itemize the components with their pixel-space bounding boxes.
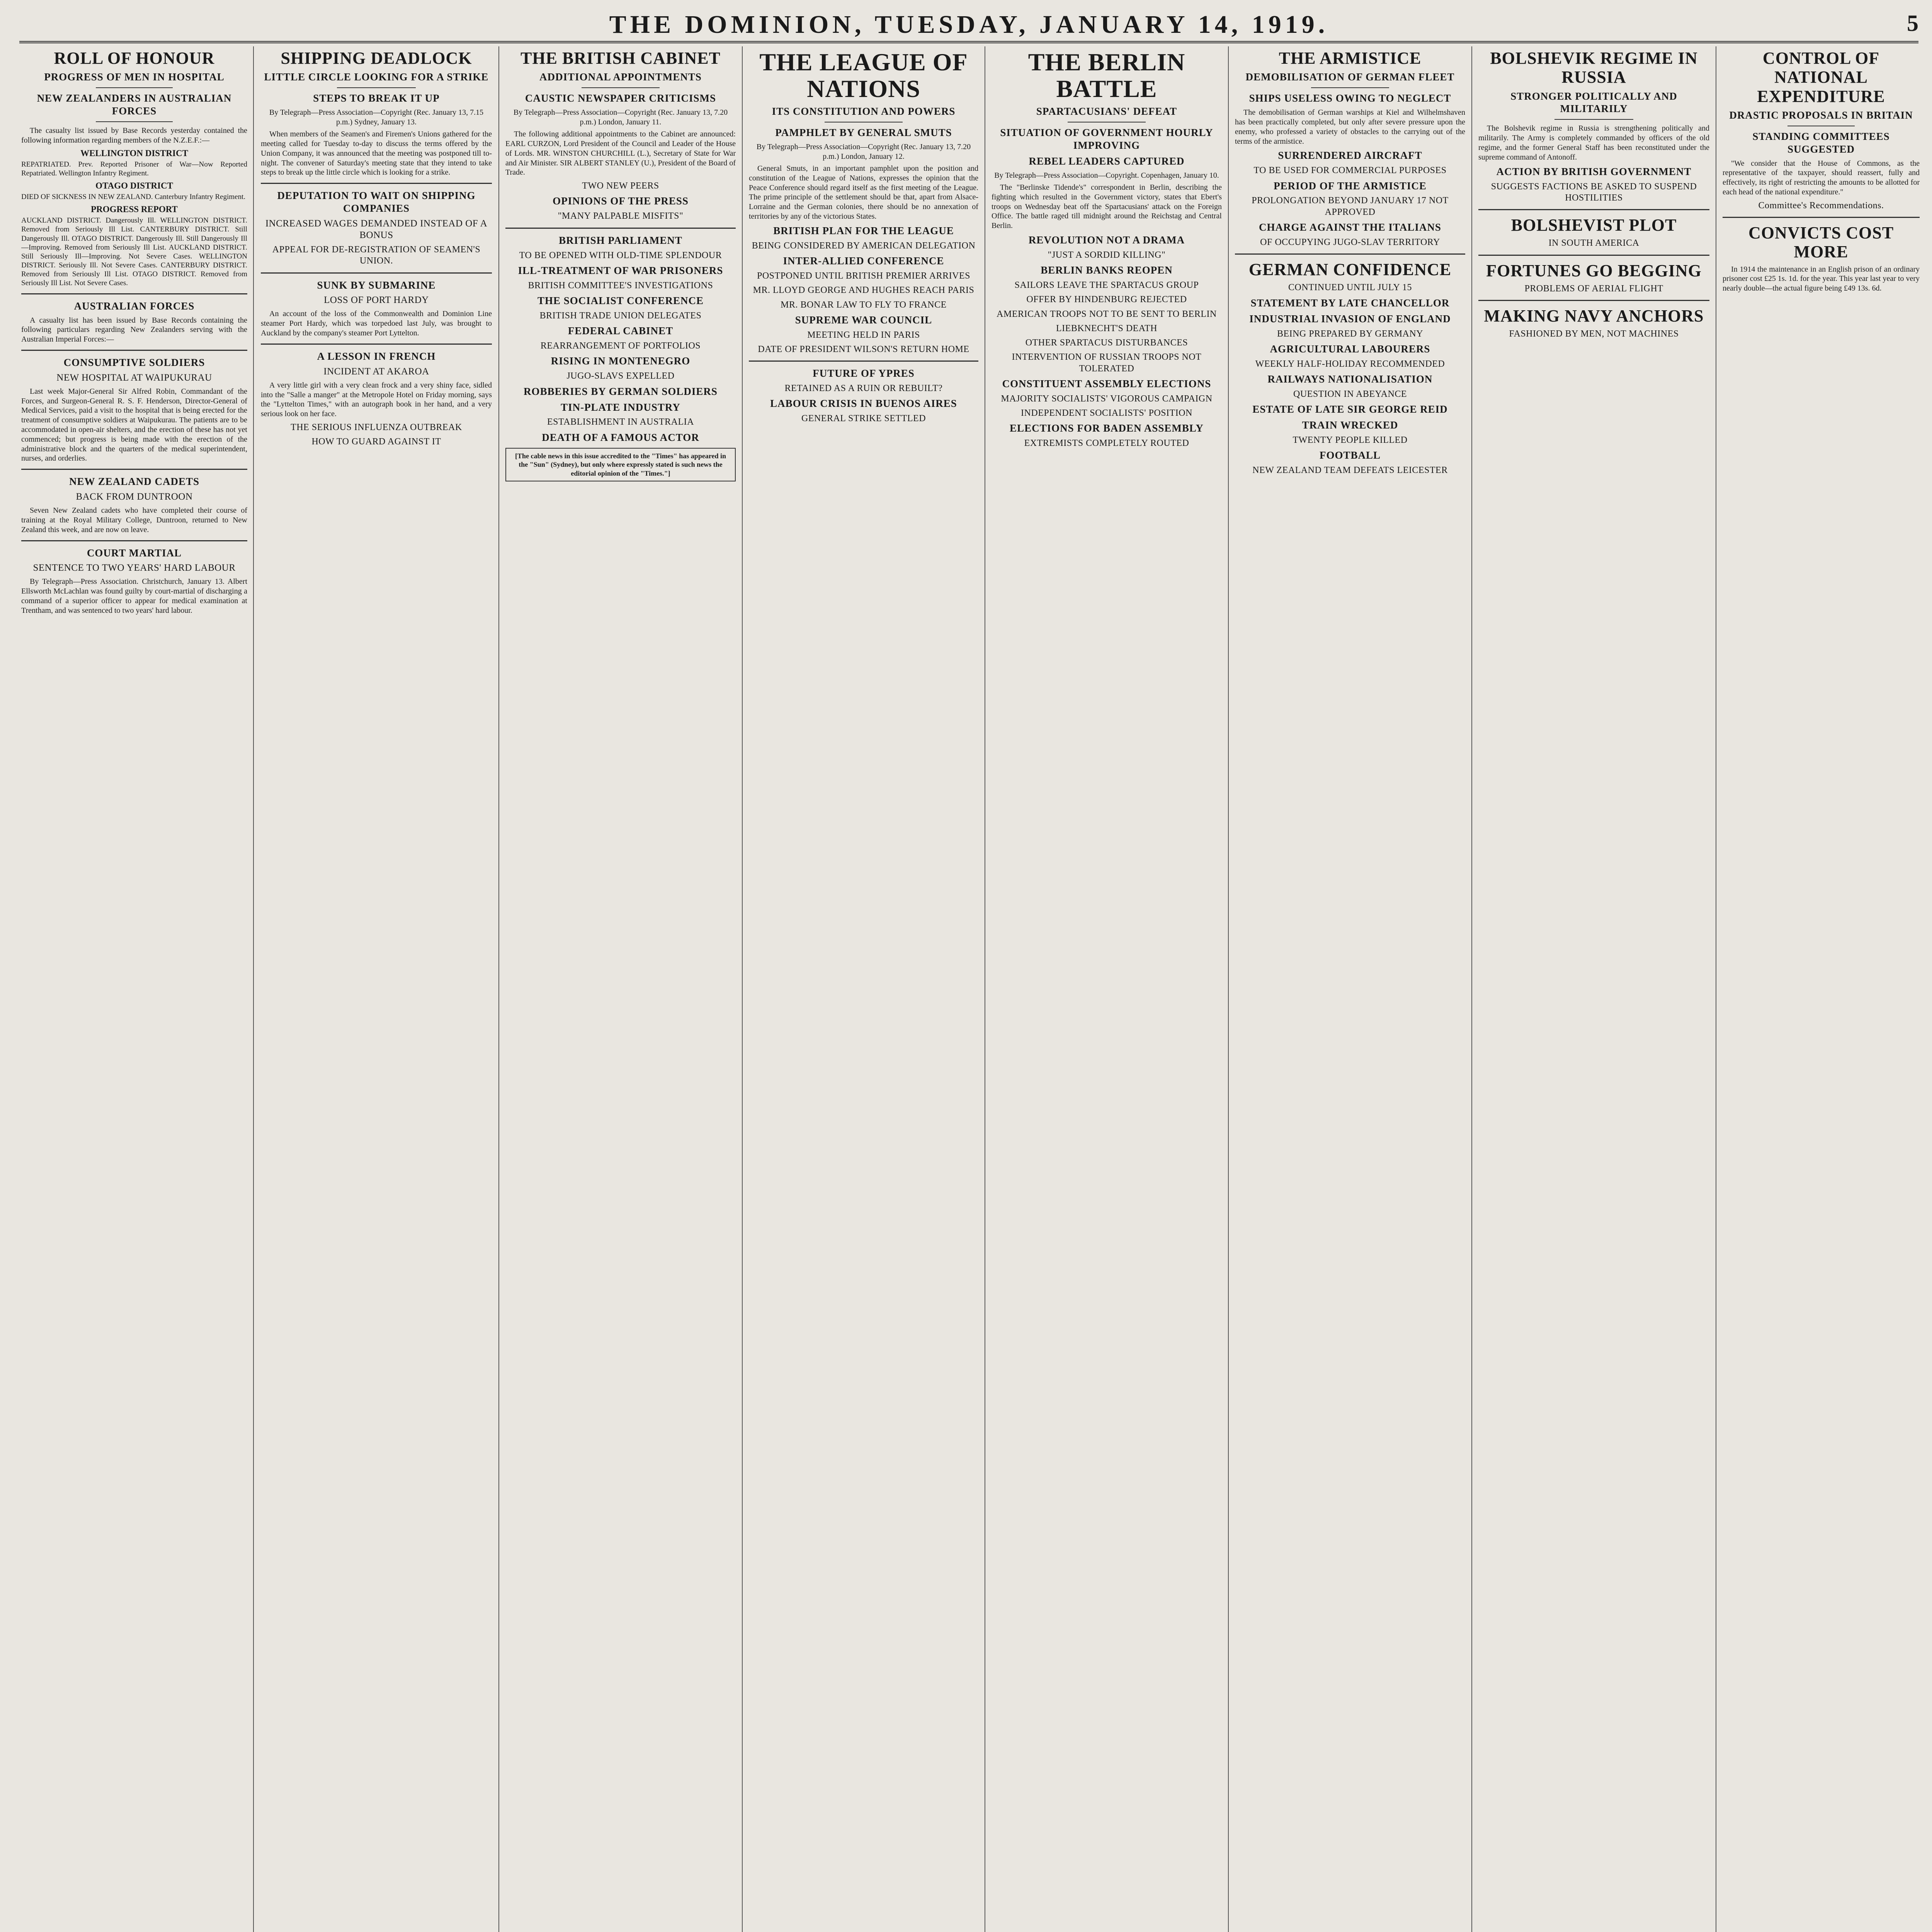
headline: ROLL OF HONOUR [54, 49, 215, 68]
column-league-of-nations [749, 46, 978, 1932]
subheading: CAUSTIC NEWSPAPER CRITICISMS [525, 92, 716, 104]
subheading: RAILWAYS NATIONALISATION [1267, 373, 1433, 385]
headline: THE ARMISTICE [1279, 49, 1422, 68]
masthead-title: THE DOMINION, TUESDAY, JANUARY 14, 1919. [609, 10, 1329, 39]
dateline: By Telegraph—Press Association—Copyright (Rec. January 13, 7.20 p.m.) London, January 12. [756, 143, 971, 161]
subheading: BEING CONSIDERED BY AMERICAN DELEGATION [752, 240, 976, 251]
subheading: OPINIONS OF THE PRESS [553, 195, 689, 207]
subheading: MAJORITY SOCIALISTS' VIGOROUS CAMPAIGN [1001, 393, 1213, 404]
subheading: COURT MARTIAL [87, 547, 182, 559]
column-rule [1228, 46, 1229, 1932]
subheading: NEW HOSPITAL AT WAIPUKURAU [56, 372, 212, 383]
subheading: PROLONGATION BEYOND JANUARY 17 NOT APPROVED [1252, 196, 1449, 217]
subheading: INTERVENTION OF RUSSIAN TROOPS NOT TOLERATED [1012, 352, 1202, 374]
subheading: SUPREME WAR COUNCIL [795, 314, 932, 326]
subheading: WEEKLY HALF-HOLIDAY RECOMMENDED [1255, 359, 1445, 369]
headline: THE LEAGUE OF NATIONS [759, 48, 968, 103]
subheading: JUGO-SLAVS EXPELLED [566, 371, 675, 381]
subheading: CHARGE AGAINST THE ITALIANS [1259, 221, 1441, 233]
subheading: ITS CONSTITUTION AND POWERS [772, 105, 956, 117]
article-text: General Smuts, in an important pamphlet upon the position and constitution of the League of Nations, expresses the opinion that the Peace Conference should regard itself as the first meeting of the League. The prime principle of the settlement should be that, apart from Alsace-Lorraine and the German colonies, there should be no annexation of territories by any of the victorious States. [749, 164, 978, 221]
subheading: MR. LLOYD GEORGE AND HUGHES REACH PARIS [753, 285, 975, 296]
subheading: TIN-PLATE INDUSTRY [561, 401, 680, 413]
subheading: APPEAL FOR DE-REGISTRATION OF SEAMEN'S UNION. [272, 245, 481, 266]
subheading: NEW ZEALAND CADETS [69, 476, 200, 488]
subheading: OF OCCUPYING JUGO-SLAV TERRITORY [1260, 237, 1440, 247]
subheading: STANDING COMMITTEES SUGGESTED [1752, 130, 1890, 155]
column-berlin-battle [992, 46, 1222, 1932]
subheading: A LESSON IN FRENCH [317, 350, 436, 362]
subheading: FASHIONED BY MEN, NOT MACHINES [1509, 329, 1679, 339]
subheading: THE SERIOUS INFLUENZA OUTBREAK [291, 422, 462, 432]
subheading: ACTION BY BRITISH GOVERNMENT [1496, 165, 1692, 177]
headline: SHIPPING DEADLOCK [281, 49, 472, 68]
subheading: BRITISH PLAN FOR THE LEAGUE [773, 224, 954, 236]
article-text: An account of the loss of the Commonwealth and Dominion Line steamer Port Hardy, which was torpedoed last July, was brought to Auckland by the company's steamer Port Lyttelton. [261, 310, 492, 338]
column-bolshevik [1478, 46, 1709, 1932]
subheading: INCIDENT AT AKAROA [323, 366, 429, 377]
section-heading: PROGRESS REPORT [91, 204, 178, 214]
subheading: TRAIN WRECKED [1302, 419, 1398, 431]
subheading: EXTREMISTS COMPLETELY ROUTED [1024, 438, 1189, 449]
subheading: STRONGER POLITICALLY AND MILITARILY [1510, 90, 1677, 115]
subheading: BRITISH COMMITTEE'S INVESTIGATIONS [528, 280, 713, 291]
subheading: LITTLE CIRCLE LOOKING FOR A STRIKE [264, 71, 489, 83]
article-text: The following additional appointments to the Cabinet are announced: EARL CURZON, Lord President of the Council and Leader of the House of Lords. MR. WINSTON CHURCHILL (L.), Secretary of State for War and Air Minister. SIR ALBERT STANLEY (U.), President of the Board of Trade. [505, 130, 736, 177]
subheading: ILL-TREATMENT OF WAR PRISONERS [518, 264, 723, 276]
page-number: 5 [1907, 10, 1918, 36]
subheading: AUSTRALIAN FORCES [74, 300, 195, 312]
subheading: SUNK BY SUBMARINE [317, 279, 436, 291]
column-roll-of-honour [21, 46, 247, 1932]
subheading: HOW TO GUARD AGAINST IT [311, 437, 441, 447]
subheading: REVOLUTION NOT A DRAMA [1028, 234, 1185, 246]
subheading: INDUSTRIAL INVASION OF ENGLAND [1249, 313, 1451, 325]
article-text: A casualty list has been issued by Base Records containing the following particulars regarding New Zealanders serving with the Australian Imperial Forces:— [21, 316, 247, 344]
headline: BOLSHEVIK REGIME IN RUSSIA [1490, 49, 1698, 87]
article-text: "We consider that the House of Commons, as the representative of the taxpayer, should reassert, fully and effectively, its right of restricting the amounts to be allotted for each head of the national expenditure." [1723, 159, 1920, 196]
subheading: SENTENCE TO TWO YEARS' HARD LABOUR [33, 563, 236, 573]
subheading: SUGGESTS FACTIONS BE ASKED TO SUSPEND HOSTILITIES [1491, 181, 1697, 203]
subheading: SURRENDERED AIRCRAFT [1278, 150, 1422, 162]
article-text: By Telegraph—Press Association. Christchurch, January 13. Albert Ellsworth McLachlan was found guilty by court-martial of discharging a command of a superior officer to appear for medical examination at Trentham, and was sentenced to two years' hard labour. [21, 577, 247, 615]
article-text: The demobilisation of German warships at Kiel and Wilhelmshaven has been practically completed, but only after severe pressure upon the enemy, who professed a variety of obstacles to the carrying out of the terms of the armistice. [1235, 108, 1465, 146]
subheading: STEPS TO BREAK IT UP [313, 92, 440, 104]
article-text: In 1914 the maintenance in an English prison of an ordinary prisoner cost £25 1s. 1d. for the year. This year last year to very nearly double—the actual figure being £49 13s. 6d. [1723, 265, 1920, 293]
subheading: INDEPENDENT SOCIALISTS' POSITION [1021, 408, 1192, 418]
article-text: DIED OF SICKNESS IN NEW ZEALAND. Canterbury Infantry Regiment. [21, 193, 246, 201]
subheading: NEW ZEALAND TEAM DEFEATS LEICESTER [1252, 465, 1448, 476]
subheading: ESTABLISHMENT IN AUSTRALIA [547, 417, 694, 427]
subheading: FOOTBALL [1319, 449, 1381, 461]
subheading: RETAINED AS A RUIN OR REBUILT? [784, 383, 943, 394]
subheading: DEATH OF A FAMOUS ACTOR [542, 431, 699, 443]
subheading: PERIOD OF THE ARMISTICE [1274, 180, 1427, 192]
article-text: The casualty list issued by Base Records yesterday contained the following information regarding members of the N.Z.E.F.:— [21, 126, 247, 145]
subheading: LIEBKNECHT'S DEATH [1056, 323, 1157, 333]
subheading: PAMPHLET BY GENERAL SMUTS [775, 127, 952, 139]
subheading: REARRANGEMENT OF PORTFOLIOS [540, 341, 701, 351]
subheading: ESTATE OF LATE SIR GEORGE REID [1252, 403, 1448, 415]
article-text: The Bolshevik regime in Russia is strengthening politically and militarily. The Army is completely commanded by officers of the old regime, and the former General Staff has been reconstituted under the supreme command of Antonoff. [1478, 124, 1709, 162]
subheading: NEW ZEALANDERS IN AUSTRALIAN FORCES [37, 92, 232, 117]
subheading: THE SOCIALIST CONFERENCE [537, 295, 704, 306]
headline: GERMAN CONFIDENCE [1248, 260, 1452, 279]
column-shipping-deadlock [261, 46, 492, 1932]
column-rule [253, 46, 254, 1932]
subheading: MR. BONAR LAW TO FLY TO FRANCE [781, 299, 947, 310]
subheading: PROBLEMS OF AERIAL FLIGHT [1524, 283, 1663, 294]
subheading: CONSTITUENT ASSEMBLY ELECTIONS [1002, 378, 1211, 389]
subheading: SITUATION OF GOVERNMENT HOURLY IMPROVING [1000, 127, 1213, 151]
dateline: By Telegraph—Press Association—Copyright (Rec. January 13, 7.20 p.m.) London, January 11. [513, 108, 728, 127]
subheading: RISING IN MONTENEGRO [551, 355, 690, 367]
section-heading: OTAGO DISTRICT [95, 181, 173, 191]
subheading: DEPUTATION TO WAIT ON SHIPPING COMPANIES [277, 190, 476, 214]
subheading: AGRICULTURAL LABOURERS [1270, 343, 1430, 355]
column-rule [742, 46, 743, 1932]
headline: THE BERLIN BATTLE [1028, 48, 1185, 103]
editorial-note: [The cable news in this issue accredited to the "Times" has appeared in the "Sun" (Sydney), but only where expressly stated is such news the editorial opinion of the "Times."] [505, 448, 736, 482]
subheading: LABOUR CRISIS IN BUENOS AIRES [770, 398, 957, 410]
subheading: "JUST A SORDID KILLING" [1048, 250, 1166, 260]
headline: CONVICTS COST MORE [1748, 223, 1894, 262]
headline: MAKING NAVY ANCHORS [1484, 306, 1704, 326]
column-armistice [1235, 46, 1465, 1932]
headline: BOLSHEVIST PLOT [1511, 216, 1677, 235]
subheading: SAILORS LEAVE THE SPARTACUS GROUP [1014, 280, 1199, 291]
subheading: INTER-ALLIED CONFERENCE [783, 255, 944, 267]
subheading: TO BE USED FOR COMMERCIAL PURPOSES [1253, 165, 1447, 176]
subheading: DEMOBILISATION OF GERMAN FLEET [1245, 71, 1455, 83]
subheading: OFFER BY HINDENBURG REJECTED [1026, 294, 1187, 305]
column-rule [1471, 46, 1472, 1932]
subheading: BRITISH PARLIAMENT [559, 234, 682, 246]
subheading: "MANY PALPABLE MISFITS" [558, 211, 684, 221]
subheading: AMERICAN TROOPS NOT TO BE SENT TO BERLIN [997, 309, 1217, 319]
subheading: INCREASED WAGES DEMANDED INSTEAD OF A BONUS [265, 218, 488, 240]
subheading: Committee's Recommendations. [1758, 200, 1884, 211]
headline: CONTROL OF NATIONAL EXPENDITURE [1757, 49, 1885, 106]
subheading: BACK FROM DUNTROON [76, 492, 193, 502]
dateline: By Telegraph—Press Association—Copyright (Rec. January 13, 7.15 p.m.) Sydney, January 13. [269, 108, 484, 127]
dateline: By Telegraph—Press Association—Copyright. Copenhagen, January 10. [994, 171, 1219, 180]
section-heading: WELLINGTON DISTRICT [80, 148, 188, 158]
subheading: BEING PREPARED BY GERMANY [1277, 328, 1423, 339]
subheading: MEETING HELD IN PARIS [807, 330, 920, 340]
subheading: CONSUMPTIVE SOLDIERS [63, 356, 205, 368]
subheading: PROGRESS OF MEN IN HOSPITAL [44, 71, 224, 83]
subheading: SPARTACUSIANS' DEFEAT [1036, 105, 1177, 117]
article-text: Seven New Zealand cadets who have completed their course of training at the Royal Military College, Duntroon, returned to New Zealand this week, and are now on leave. [21, 506, 247, 534]
article-text: A very little girl with a very clean frock and a very shiny face, sidled into the "Salle a manger" at the Metropole Hotel on Friday morning, says the "Lyttelton Times," with an autograph book in her hand, and a very serious look on her face. [261, 381, 492, 418]
subheading: STATEMENT BY LATE CHANCELLOR [1250, 297, 1450, 309]
subheading: IN SOUTH AMERICA [1548, 238, 1639, 248]
headline: FORTUNES GO BEGGING [1486, 261, 1702, 280]
subheading: TWO NEW PEERS [582, 181, 659, 191]
subheading: DATE OF PRESIDENT WILSON'S RETURN HOME [758, 344, 969, 355]
subheading: CONTINUED UNTIL JULY 15 [1288, 282, 1412, 293]
subheading: POSTPONED UNTIL BRITISH PREMIER ARRIVES [757, 271, 970, 281]
subheading: LOSS OF PORT HARDY [324, 295, 429, 306]
column-rule [498, 46, 499, 1932]
subheading: REBEL LEADERS CAPTURED [1029, 155, 1185, 167]
subheading: FEDERAL CABINET [568, 325, 673, 337]
subheading: TO BE OPENED WITH OLD-TIME SPLENDOUR [519, 250, 722, 260]
subheading: TWENTY PEOPLE KILLED [1293, 435, 1408, 446]
subheading: ELECTIONS FOR BADEN ASSEMBLY [1010, 422, 1204, 434]
subheading: OTHER SPARTACUS DISTURBANCES [1025, 338, 1188, 348]
article-text: REPATRIATED. Prev. Reported Prisoner of War—Now Reported Repatriated. Wellington Infantry Regiment. [21, 160, 247, 177]
subheading: FUTURE OF YPRES [813, 367, 915, 379]
subheading: ADDITIONAL APPOINTMENTS [539, 71, 702, 83]
headline: THE BRITISH CABINET [520, 49, 721, 68]
article-text: The "Berlinske Tidende's" correspondent in Berlin, describing the fighting which resulted in the Government victory, states that Ebert's troops on Wednesday beat off the Spartacusians' attack on the Foreign Office. The battle raged till midnight around the Reichstag and Central Berlin. [992, 183, 1222, 230]
subheading: ROBBERIES BY GERMAN SOLDIERS [524, 385, 718, 397]
subheading: SHIPS USELESS OWING TO NEGLECT [1249, 92, 1451, 104]
subheading: DRASTIC PROPOSALS IN BRITAIN [1729, 109, 1913, 121]
subheading: BERLIN BANKS REOPEN [1041, 264, 1173, 276]
subheading: GENERAL STRIKE SETTLED [801, 413, 926, 424]
subheading: QUESTION IN ABEYANCE [1293, 389, 1407, 400]
article-text: Last week Major-General Sir Alfred Robin, Commandant of the Forces, and Surgeon-General R. S. F. Henderson, Director-General of Medical Services, paid a visit to the hospital that is being erected for the treatment of consumptive soldiers at Waipukurau. The patients are to be accommodated in open-air shelters, and the erection of these has not yet commenced; but progress is being made with the erection of the administrative block and the quarters of the medical superintendent, nurses, and orderlies. [21, 387, 247, 463]
masthead [19, 10, 1918, 43]
column-national-expenditure [1723, 46, 1920, 1932]
article-text: When members of the Seamen's and Firemen's Unions gathered for the meeting called for Tuesday to-day to discuss the terms offered by the Union Company, it was announced that the meeting was postponed till to-night. The convener of Saturday's meeting state that they intend to take steps to break up the little circle which is looking for a strike. [261, 130, 492, 177]
column-british-cabinet [505, 46, 736, 1932]
article-text: AUCKLAND DISTRICT. Dangerously Ill. WELLINGTON DISTRICT. Removed from Seriously Ill List. CANTERBURY DISTRICT. Still Dangerously Ill. OTAGO DISTRICT. Dangerously Ill. Still Dangerously Ill—Improving. Removed from Seriously Ill List. AUCKLAND DISTRICT. Still Seriously Ill—Improving. Not Severe Cases. WELLINGTON DISTRICT. Seriously Ill. Not Severe Cases. CANTERBURY DISTRICT. Removed from Seriously Ill List. OTAGO DISTRICT. Removed from Seriously Ill List. Not Severe Cases. [21, 216, 247, 287]
subheading: BRITISH TRADE UNION DELEGATES [539, 310, 702, 321]
